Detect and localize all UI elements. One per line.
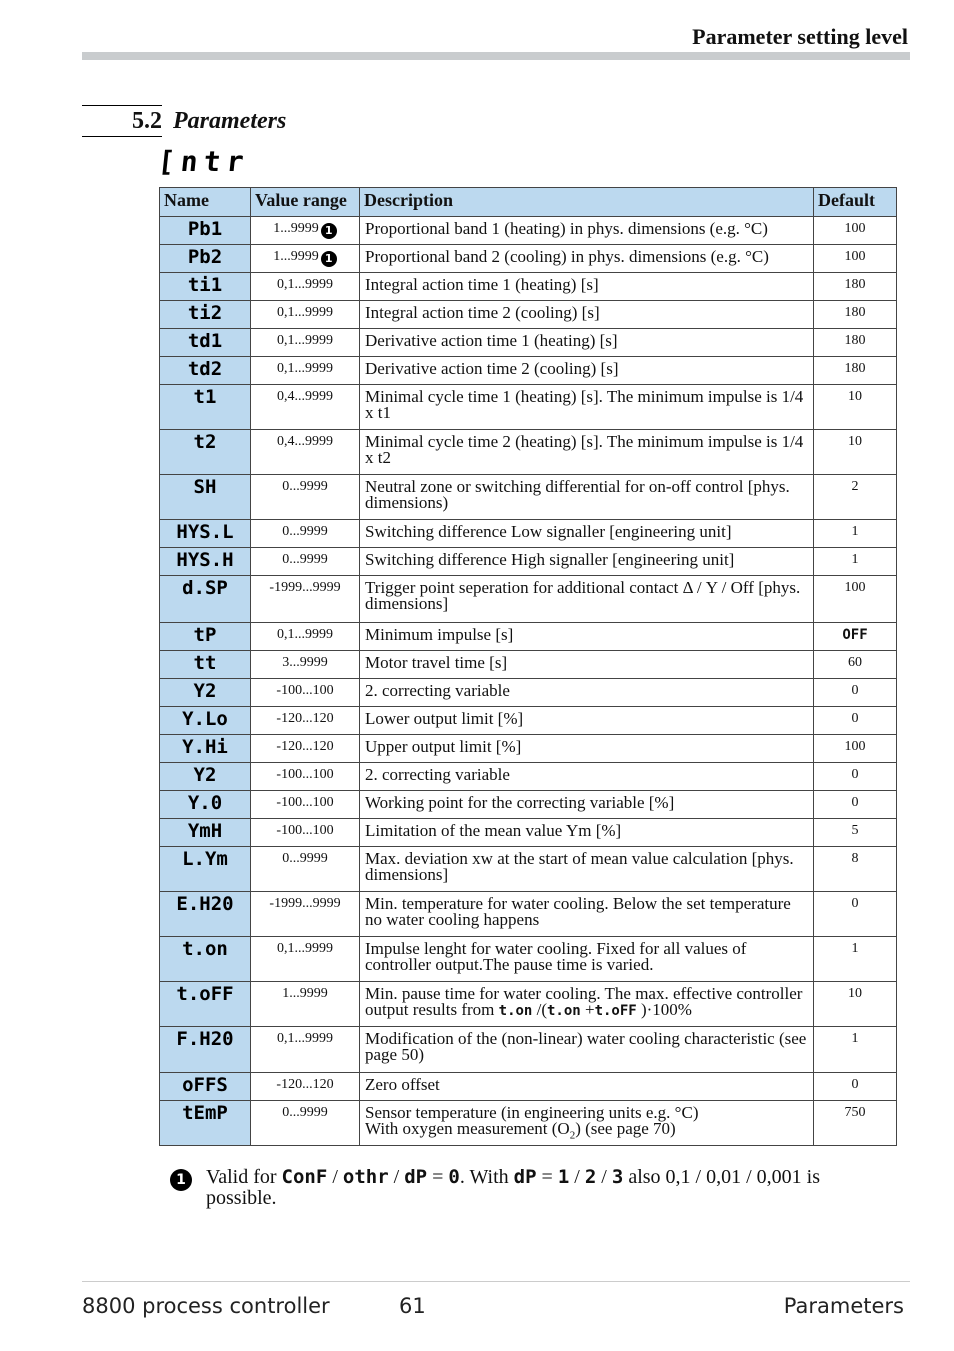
- table-row: [160, 1073, 897, 1101]
- param-name: ti1: [160, 273, 251, 301]
- param-description-text: Integral action time 1 (heating) [s]: [365, 275, 599, 294]
- header-title: Parameter setting level: [692, 24, 908, 49]
- param-description: [360, 245, 814, 273]
- table-row: [160, 245, 897, 273]
- param-default: 0: [814, 763, 897, 791]
- footnote-sep: /: [327, 1166, 343, 1188]
- section-rule-top: [82, 105, 162, 106]
- table-row: [160, 1101, 897, 1146]
- param-range-value: 0,1...9999: [277, 277, 333, 292]
- param-description: [360, 763, 814, 791]
- param-description-text: Trigger point seperation for additional contact Δ / Y / Off [phys. dimensions]: [365, 578, 801, 613]
- param-range: [251, 357, 360, 385]
- param-default: 100: [814, 217, 897, 245]
- param-range-value: 0...9999: [282, 479, 328, 494]
- param-description: [360, 679, 814, 707]
- param-name: Pb2: [160, 245, 251, 273]
- param-default: 0: [814, 679, 897, 707]
- footnote: [170, 1167, 870, 1209]
- formula-code-ton: t.on: [498, 1003, 533, 1019]
- table-row: [160, 385, 897, 430]
- table-row: [160, 329, 897, 357]
- param-default: 180: [814, 329, 897, 357]
- param-name: d.SP: [160, 576, 251, 623]
- param-name: oFFS: [160, 1073, 251, 1101]
- param-default: 180: [814, 273, 897, 301]
- param-name: HYS.H: [160, 548, 251, 576]
- param-name: td2: [160, 357, 251, 385]
- param-description-text: Proportional band 1 (heating) in phys. dimensions (e.g. °C): [365, 219, 768, 238]
- table-row: [160, 707, 897, 735]
- param-range-value: 1...9999: [273, 221, 319, 236]
- param-description: [360, 847, 814, 892]
- param-default: 100: [814, 576, 897, 623]
- param-range: [251, 548, 360, 576]
- param-range-value: -120...120: [276, 1077, 334, 1092]
- param-default: 0: [814, 892, 897, 937]
- table-row: [160, 430, 897, 475]
- footnote-code-3: 3: [611, 1166, 624, 1188]
- section-number: 5.2: [132, 108, 162, 134]
- param-range-value: 0,1...9999: [277, 1031, 333, 1046]
- param-default: 0: [814, 707, 897, 735]
- param-range: [251, 892, 360, 937]
- param-description: [360, 430, 814, 475]
- formula-close: ): [636, 1000, 647, 1019]
- param-description-text: Min. temperature for water cooling. Below the set temperature no water cooling happens: [365, 894, 791, 929]
- param-name: tEmP: [160, 1101, 251, 1146]
- param-description-text: Minimum impulse [s]: [365, 625, 514, 644]
- formula-code-ton-2: t.on: [547, 1003, 581, 1019]
- param-description-text: Working point for the correcting variable [%]: [365, 793, 675, 812]
- param-description: [360, 329, 814, 357]
- param-name: E.H20: [160, 892, 251, 937]
- param-range-value: -100...100: [276, 767, 334, 782]
- param-name: tt: [160, 651, 251, 679]
- param-description: [360, 357, 814, 385]
- table-row: [160, 982, 897, 1027]
- param-range: [251, 1027, 360, 1073]
- param-range: [251, 1101, 360, 1146]
- table-row: [160, 651, 897, 679]
- table-row: [160, 937, 897, 982]
- param-description-text: Zero offset: [365, 1075, 440, 1094]
- param-name: YmH: [160, 819, 251, 847]
- param-range: [251, 623, 360, 651]
- footnote-eq: =: [536, 1166, 558, 1188]
- column-header-name: Name: [160, 188, 251, 217]
- param-range: [251, 385, 360, 430]
- param-default: 60: [814, 651, 897, 679]
- footnote-ref-marker: 1: [321, 223, 337, 239]
- param-range: [251, 301, 360, 329]
- param-range-value: 0,1...9999: [277, 941, 333, 956]
- param-default: 0: [814, 791, 897, 819]
- param-default: OFF: [814, 623, 897, 651]
- param-description: [360, 217, 814, 245]
- param-range: [251, 576, 360, 623]
- table-row: [160, 548, 897, 576]
- footnote-code-dp: dP: [404, 1166, 428, 1188]
- param-range: [251, 707, 360, 735]
- param-default: 750: [814, 1101, 897, 1146]
- param-range: [251, 217, 360, 245]
- param-range-value: -120...120: [276, 739, 334, 754]
- param-description-text: Upper output limit [%]: [365, 737, 522, 756]
- param-range-value: -100...100: [276, 795, 334, 810]
- table-row: [160, 520, 897, 548]
- param-range-value: -120...120: [276, 711, 334, 726]
- table-row: [160, 791, 897, 819]
- table-row: [160, 847, 897, 892]
- footnote-code-1: 1: [557, 1166, 570, 1188]
- param-range-value: 0,4...9999: [277, 389, 333, 404]
- footer-section: Parameters: [783, 1294, 904, 1318]
- section-rule-bottom: [82, 136, 162, 137]
- param-range: [251, 245, 360, 273]
- formula-tail: ·100%: [646, 1000, 692, 1019]
- param-range-value: 0...9999: [282, 524, 328, 539]
- table-row: [160, 892, 897, 937]
- param-name: Y2: [160, 679, 251, 707]
- param-description-line2: With oxygen measurement (O: [365, 1119, 570, 1138]
- table-row: [160, 217, 897, 245]
- param-range: [251, 679, 360, 707]
- footer-product: 8800 process controller: [82, 1294, 330, 1318]
- param-description-text: Minimal cycle time 2 (heating) [s]. The minimum impulse is 1/4 x t2: [365, 432, 804, 467]
- param-default: 100: [814, 245, 897, 273]
- param-description-text: Proportional band 2 (cooling) in phys. dimensions (e.g. °C): [365, 247, 769, 266]
- param-range-value: 1...9999: [273, 249, 319, 264]
- section-title: Parameters: [173, 108, 287, 134]
- param-description-text: Motor travel time [s]: [365, 653, 508, 672]
- param-name: F.H20: [160, 1027, 251, 1073]
- column-header-range: Value range: [251, 188, 360, 217]
- param-range: [251, 763, 360, 791]
- param-default: 100: [814, 735, 897, 763]
- param-name: Pb1: [160, 217, 251, 245]
- param-range-value: -100...100: [276, 823, 334, 838]
- param-default: 1: [814, 937, 897, 982]
- formula-code-toff: t.oFF: [594, 1003, 637, 1019]
- formula-open: /(: [532, 1000, 547, 1019]
- footnote-sep: /: [388, 1166, 405, 1188]
- footnote-code-2: 2: [584, 1166, 597, 1188]
- column-header-default: Default: [814, 188, 897, 217]
- param-default: 10: [814, 430, 897, 475]
- param-default: 5: [814, 819, 897, 847]
- param-description-text: Derivative action time 1 (heating) [s]: [365, 331, 618, 350]
- table-row: [160, 623, 897, 651]
- param-description-line2-end: ) (see page 70): [575, 1119, 676, 1138]
- column-header-description: Description: [360, 188, 814, 217]
- param-description: [360, 707, 814, 735]
- header-bar: [82, 52, 910, 60]
- param-default: 10: [814, 385, 897, 430]
- param-range: [251, 819, 360, 847]
- table-row: [160, 273, 897, 301]
- footer-rule: [82, 1281, 910, 1282]
- table-row: [160, 735, 897, 763]
- param-description-text: Limitation of the mean value Ym [%]: [365, 821, 622, 840]
- param-default: 2: [814, 475, 897, 520]
- footnote-mid: . With: [459, 1166, 514, 1188]
- param-range-value: 0...9999: [282, 1105, 328, 1120]
- param-description: [360, 301, 814, 329]
- param-description: [360, 520, 814, 548]
- param-range: [251, 651, 360, 679]
- page-number: 61: [399, 1294, 426, 1318]
- param-range-value: 0,4...9999: [277, 434, 333, 449]
- table-row: [160, 475, 897, 520]
- param-default: 1: [814, 520, 897, 548]
- param-description: [360, 623, 814, 651]
- param-description: [360, 385, 814, 430]
- param-name: td1: [160, 329, 251, 357]
- param-default: 1: [814, 1027, 897, 1073]
- param-range-value: 3...9999: [282, 655, 328, 670]
- param-range-value: 0...9999: [282, 552, 328, 567]
- param-description: [360, 548, 814, 576]
- param-description-text: Modification of the (non-linear) water cooling characteristic (see page 50): [365, 1029, 807, 1064]
- param-name: Y.Hi: [160, 735, 251, 763]
- param-range-value: 0...9999: [282, 851, 328, 866]
- footnote-eq: =: [427, 1166, 449, 1188]
- param-description: [360, 1027, 814, 1073]
- param-range: [251, 847, 360, 892]
- footnote-sep: /: [596, 1166, 612, 1188]
- param-description-text: Integral action time 2 (cooling) [s]: [365, 303, 600, 322]
- param-description: [360, 576, 814, 623]
- param-description: [360, 1101, 814, 1146]
- param-default: 1: [814, 548, 897, 576]
- param-range-value: 1...9999: [282, 986, 328, 1001]
- param-range: [251, 329, 360, 357]
- footnote-sep: /: [569, 1166, 585, 1188]
- param-description-text: Minimal cycle time 1 (heating) [s]. The minimum impulse is 1/4 x t1: [365, 387, 804, 422]
- param-description: [360, 819, 814, 847]
- param-range-value: 0,1...9999: [277, 361, 333, 376]
- param-description: [360, 651, 814, 679]
- group-code: [ntr: [156, 145, 252, 178]
- table-row: [160, 576, 897, 623]
- param-description-text: Lower output limit [%]: [365, 709, 524, 728]
- table-header-row: [160, 188, 897, 217]
- param-description: [360, 475, 814, 520]
- param-range-value: -100...100: [276, 683, 334, 698]
- param-description-text: Switching difference Low signaller [engineering unit]: [365, 522, 732, 541]
- param-description-text: Switching difference High signaller [engineering unit]: [365, 550, 735, 569]
- param-range-value: 0,1...9999: [277, 627, 333, 642]
- footnote-code-othr: othr: [342, 1166, 389, 1188]
- param-range-value: -1999...9999: [269, 896, 341, 911]
- param-description-text: Min. pause time for water cooling. The max. effective controller output results from: [365, 984, 803, 1019]
- footnote-text: [206, 1167, 870, 1209]
- footnote-code-0: 0: [448, 1166, 460, 1188]
- param-name: HYS.L: [160, 520, 251, 548]
- footnote-code-conf: ConF: [281, 1166, 328, 1188]
- param-description: [360, 937, 814, 982]
- param-name: t.oFF: [160, 982, 251, 1027]
- param-default: 180: [814, 357, 897, 385]
- table-row: [160, 679, 897, 707]
- param-default: 8: [814, 847, 897, 892]
- param-name: t2: [160, 430, 251, 475]
- param-description: [360, 735, 814, 763]
- param-description-text: 2. correcting variable: [365, 765, 510, 784]
- table-row: [160, 819, 897, 847]
- param-range-value: 0,1...9999: [277, 305, 333, 320]
- param-description-text: 2. correcting variable: [365, 681, 510, 700]
- param-range: [251, 430, 360, 475]
- param-description-text: Derivative action time 2 (cooling) [s]: [365, 359, 619, 378]
- param-description-text: Neutral zone or switching differential for on-off control [phys. dimensions): [365, 477, 790, 512]
- param-range: [251, 273, 360, 301]
- param-description: [360, 892, 814, 937]
- param-description-text: Impulse lenght for water cooling. Fixed for all values of controller output.The pause time is varied.: [365, 939, 747, 974]
- param-name: t1: [160, 385, 251, 430]
- param-name: SH: [160, 475, 251, 520]
- footnote-ref-marker: 1: [321, 251, 337, 267]
- param-range: [251, 520, 360, 548]
- param-range-value: 0,1...9999: [277, 333, 333, 348]
- param-default: 10: [814, 982, 897, 1027]
- param-description-text: Max. deviation xw at the start of mean value calculation [phys. dimensions]: [365, 849, 794, 884]
- table-row: [160, 1027, 897, 1073]
- param-default: 180: [814, 301, 897, 329]
- param-name: ti2: [160, 301, 251, 329]
- param-range: [251, 791, 360, 819]
- param-description: [360, 982, 814, 1027]
- subscript: 2: [569, 1129, 576, 1142]
- param-range: [251, 937, 360, 982]
- param-range: [251, 735, 360, 763]
- param-description-text: Sensor temperature (in engineering units e.g. °C): [365, 1103, 699, 1122]
- table-row: [160, 301, 897, 329]
- param-name: L.Ym: [160, 847, 251, 892]
- param-name: Y.0: [160, 791, 251, 819]
- param-description: [360, 1073, 814, 1101]
- table-body: [160, 217, 897, 1146]
- formula-plus: +: [580, 1000, 595, 1019]
- param-default: 0: [814, 1073, 897, 1101]
- param-name: Y2: [160, 763, 251, 791]
- footnote-marker: 1: [170, 1169, 192, 1191]
- param-range: [251, 982, 360, 1027]
- param-range-value: -1999...9999: [269, 580, 341, 595]
- param-range: [251, 475, 360, 520]
- param-name: Y.Lo: [160, 707, 251, 735]
- footnote-suffix: also 0,1 / 0,01 / 0,001 is possible.: [206, 1166, 820, 1209]
- param-description: [360, 273, 814, 301]
- param-name: tP: [160, 623, 251, 651]
- param-name: t.on: [160, 937, 251, 982]
- param-description: [360, 791, 814, 819]
- footnote-prefix: Valid for: [206, 1166, 282, 1188]
- table-row: [160, 763, 897, 791]
- table-row: [160, 357, 897, 385]
- footnote-code-dp2: dP: [513, 1166, 537, 1188]
- param-range: [251, 1073, 360, 1101]
- parameter-table: [159, 187, 897, 1146]
